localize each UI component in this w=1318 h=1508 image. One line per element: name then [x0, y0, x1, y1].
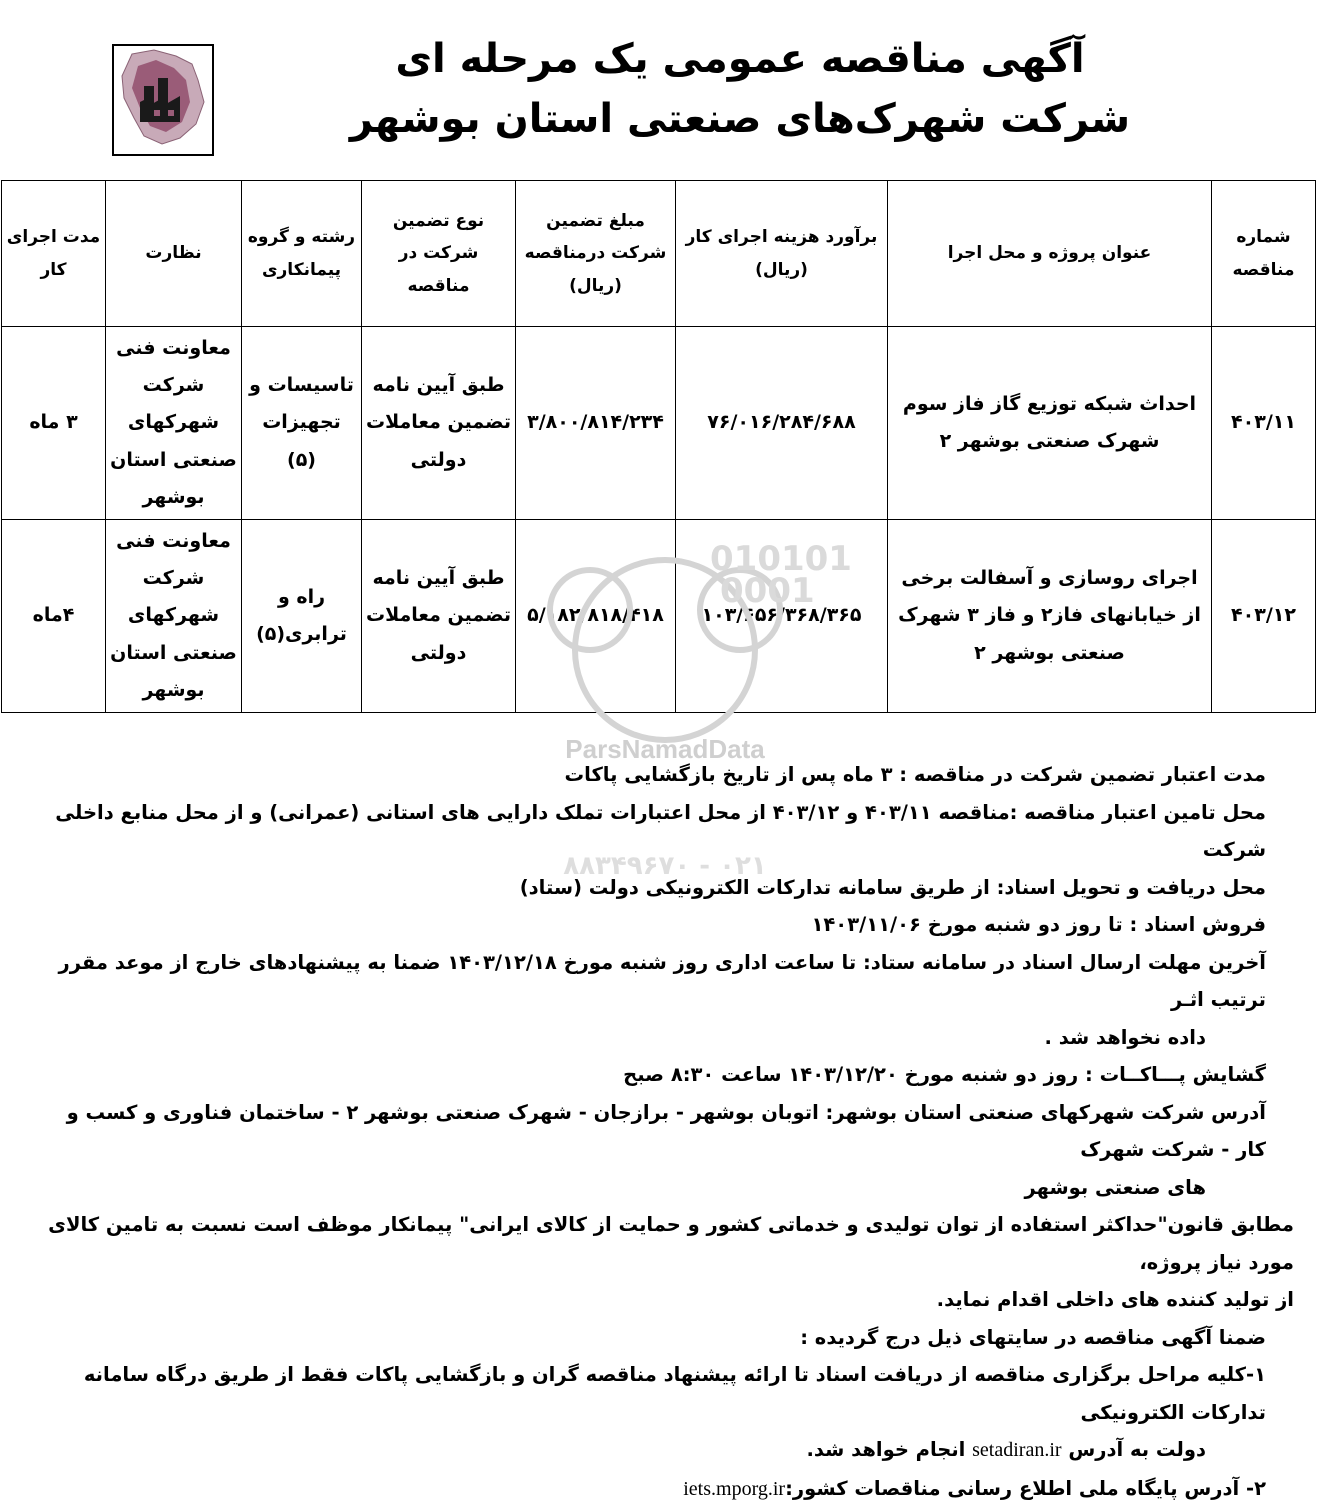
tender-details — [40, 756, 1266, 1508]
watermark-brand: ParsNamadData — [565, 734, 765, 764]
header-estimate: برآورد هزینه اجرای کار (ریال) — [676, 181, 888, 327]
item-1-line-2 — [40, 1431, 1266, 1470]
header-duration: مدت اجرای کار — [2, 181, 106, 327]
header — [0, 0, 1318, 175]
company-logo — [112, 44, 214, 156]
tender-table — [1, 180, 1316, 713]
watermark-binary-mid: 0001 — [720, 571, 815, 611]
table-row — [2, 520, 1316, 713]
table-row — [2, 327, 1316, 520]
header-title: عنوان پروژه و محل اجرا — [888, 181, 1212, 327]
item-2-text: ۲- آدرس پایگاه ملی اطلاع رسانی مناقصات کشور: — [785, 1477, 1266, 1500]
cell-number: ۴۰۳/۱۲ — [1212, 520, 1316, 713]
cell-supervision: معاونت فنی شرکت شهرکهای صنعتی استان بوشهر — [106, 520, 242, 713]
cell-guarantee-type: طبق آیین نامه تضمین معاملات دولتی — [362, 520, 516, 713]
cell-estimate: ۷۶/۰۱۶/۲۸۴/۶۸۸ — [676, 327, 888, 520]
deadline-line-1: آخرین مهلت ارسال اسناد در سامانه ستاد: تا ساعت اداری روز شنبه مورخ ۱۴۰۳/۱۲/۱۸ ضمنا به پیشنهادهای خارج از موعد مقرر ترتیب اثـر — [40, 944, 1266, 1019]
address-line-1: آدرس شرکت شهرکهای صنعتی استان بوشهر: اتوبان بوشهر - برازجان - شهرک صنعتی بوشهر ۲ - ساختمان فناوری و کسب و کار - شرکت شهرک — [40, 1094, 1266, 1169]
header-guarantee-type: نوع تضمین شرکت در مناقصه — [362, 181, 516, 327]
header-supervision: نظارت — [106, 181, 242, 327]
deadline-line-2: داده نخواهد شد . — [40, 1019, 1266, 1057]
funding-line: محل تامین اعتبار مناقصه :مناقصه ۴۰۳/۱۱ و ۴۰۳/۱۲ از محل اعتبارات تملک دارایی های استانی (عمرانی) و از محل منابع داخلی شرکت — [40, 794, 1266, 869]
header-number: شماره مناقصه — [1212, 181, 1316, 327]
item-1-text-pre: دولت به آدرس — [1068, 1438, 1206, 1461]
cell-supervision: معاونت فنی شرکت شهرکهای صنعتی استان بوشهر — [106, 327, 242, 520]
title-line-1: آگهی مناقصه عمومی یک مرحله ای — [250, 36, 1230, 82]
header-guarantee-amount: مبلغ تضمین شرکت درمناقصه (ریال) — [516, 181, 676, 327]
item-2-line — [40, 1470, 1266, 1508]
documents-place-line: محل دریافت و تحویل اسناد: از طریق سامانه تدارکات الکترونیکی دولت (ستاد) — [40, 869, 1266, 907]
sale-line: فروش اسناد : تا روز دو شنبه مورخ ۱۴۰۳/۱۱/۰۶ — [40, 906, 1266, 944]
cell-title: اجرای روسازی و آسفالت برخی از خیابانهای فاز۲ و فاز ۳ شهرک صنعتی بوشهر ۲ — [888, 520, 1212, 713]
law-line-2: از تولید کننده های داخلی اقدام نماید. — [40, 1281, 1294, 1319]
setadiran-link[interactable]: setadiran.ir — [972, 1439, 1061, 1461]
table-header-row — [2, 181, 1316, 327]
title-line-2: شرکت شهرک‌های صنعتی استان بوشهر — [250, 96, 1230, 142]
validity-line: مدت اعتبار تضمین شرکت در مناقصه : ۳ ماه پس از تاریخ بازگشایی پاکات — [40, 756, 1266, 794]
item-1-line-1: ۱-کلیه مراحل برگزاری مناقصه از دریافت اسناد تا ارائه پیشنهاد مناقصه گران و بازگشایی پاکات فقط از طریق درگاه سامانه تدارکات الکترونیکی — [40, 1356, 1266, 1431]
opening-line: گشایش پـــاکــات : روز دو شنبه مورخ ۱۴۰۳/۱۲/۲۰ ساعت ۸:۳۰ صبح — [40, 1056, 1266, 1094]
cell-field: تاسیسات و تجهیزات (۵) — [242, 327, 362, 520]
law-line-1: مطابق قانون"حداکثر استفاده از توان تولیدی و خدماتی کشور و حمایت از کالای ایرانی" پیمانکار موظف است نسبت به تامین کالای مورد نیاز پروژه، — [40, 1206, 1294, 1281]
sites-intro-line: ضمنا آگهی مناقصه در سایتهای ذیل درج گردیده : — [40, 1319, 1266, 1357]
header-field: رشته و گروه پیمانکاری — [242, 181, 362, 327]
item-1-text-post: انجام خواهد شد. — [806, 1438, 965, 1461]
address-line-2: های صنعتی بوشهر — [40, 1169, 1266, 1207]
cell-guarantee-amount: ۳/۸۰۰/۸۱۴/۲۳۴ — [516, 327, 676, 520]
cell-estimate: ۱۰۳/۶۵۶/۳۶۸/۳۶۵ — [676, 520, 888, 713]
cell-guarantee-type: طبق آیین نامه تضمین معاملات دولتی — [362, 327, 516, 520]
cell-duration: ۳ ماه — [2, 327, 106, 520]
cell-number: ۴۰۳/۱۱ — [1212, 327, 1316, 520]
watermark-phone: ۰۲۱ - ۸۸۳۴۹۶۷۰ — [563, 851, 766, 880]
cell-title: احداث شبکه توزیع گاز فاز سوم شهرک صنعتی بوشهر ۲ — [888, 327, 1212, 520]
cell-guarantee-amount: ۵/۱۸۲/۸۱۸/۴۱۸ — [516, 520, 676, 713]
cell-field: راه و ترابری(۵) — [242, 520, 362, 713]
iets-link[interactable]: iets.mporg.ir — [683, 1478, 785, 1500]
cell-duration: ۴ماه — [2, 520, 106, 713]
watermark-binary-top: 010101 — [710, 540, 852, 579]
factory-map-icon — [114, 46, 212, 154]
